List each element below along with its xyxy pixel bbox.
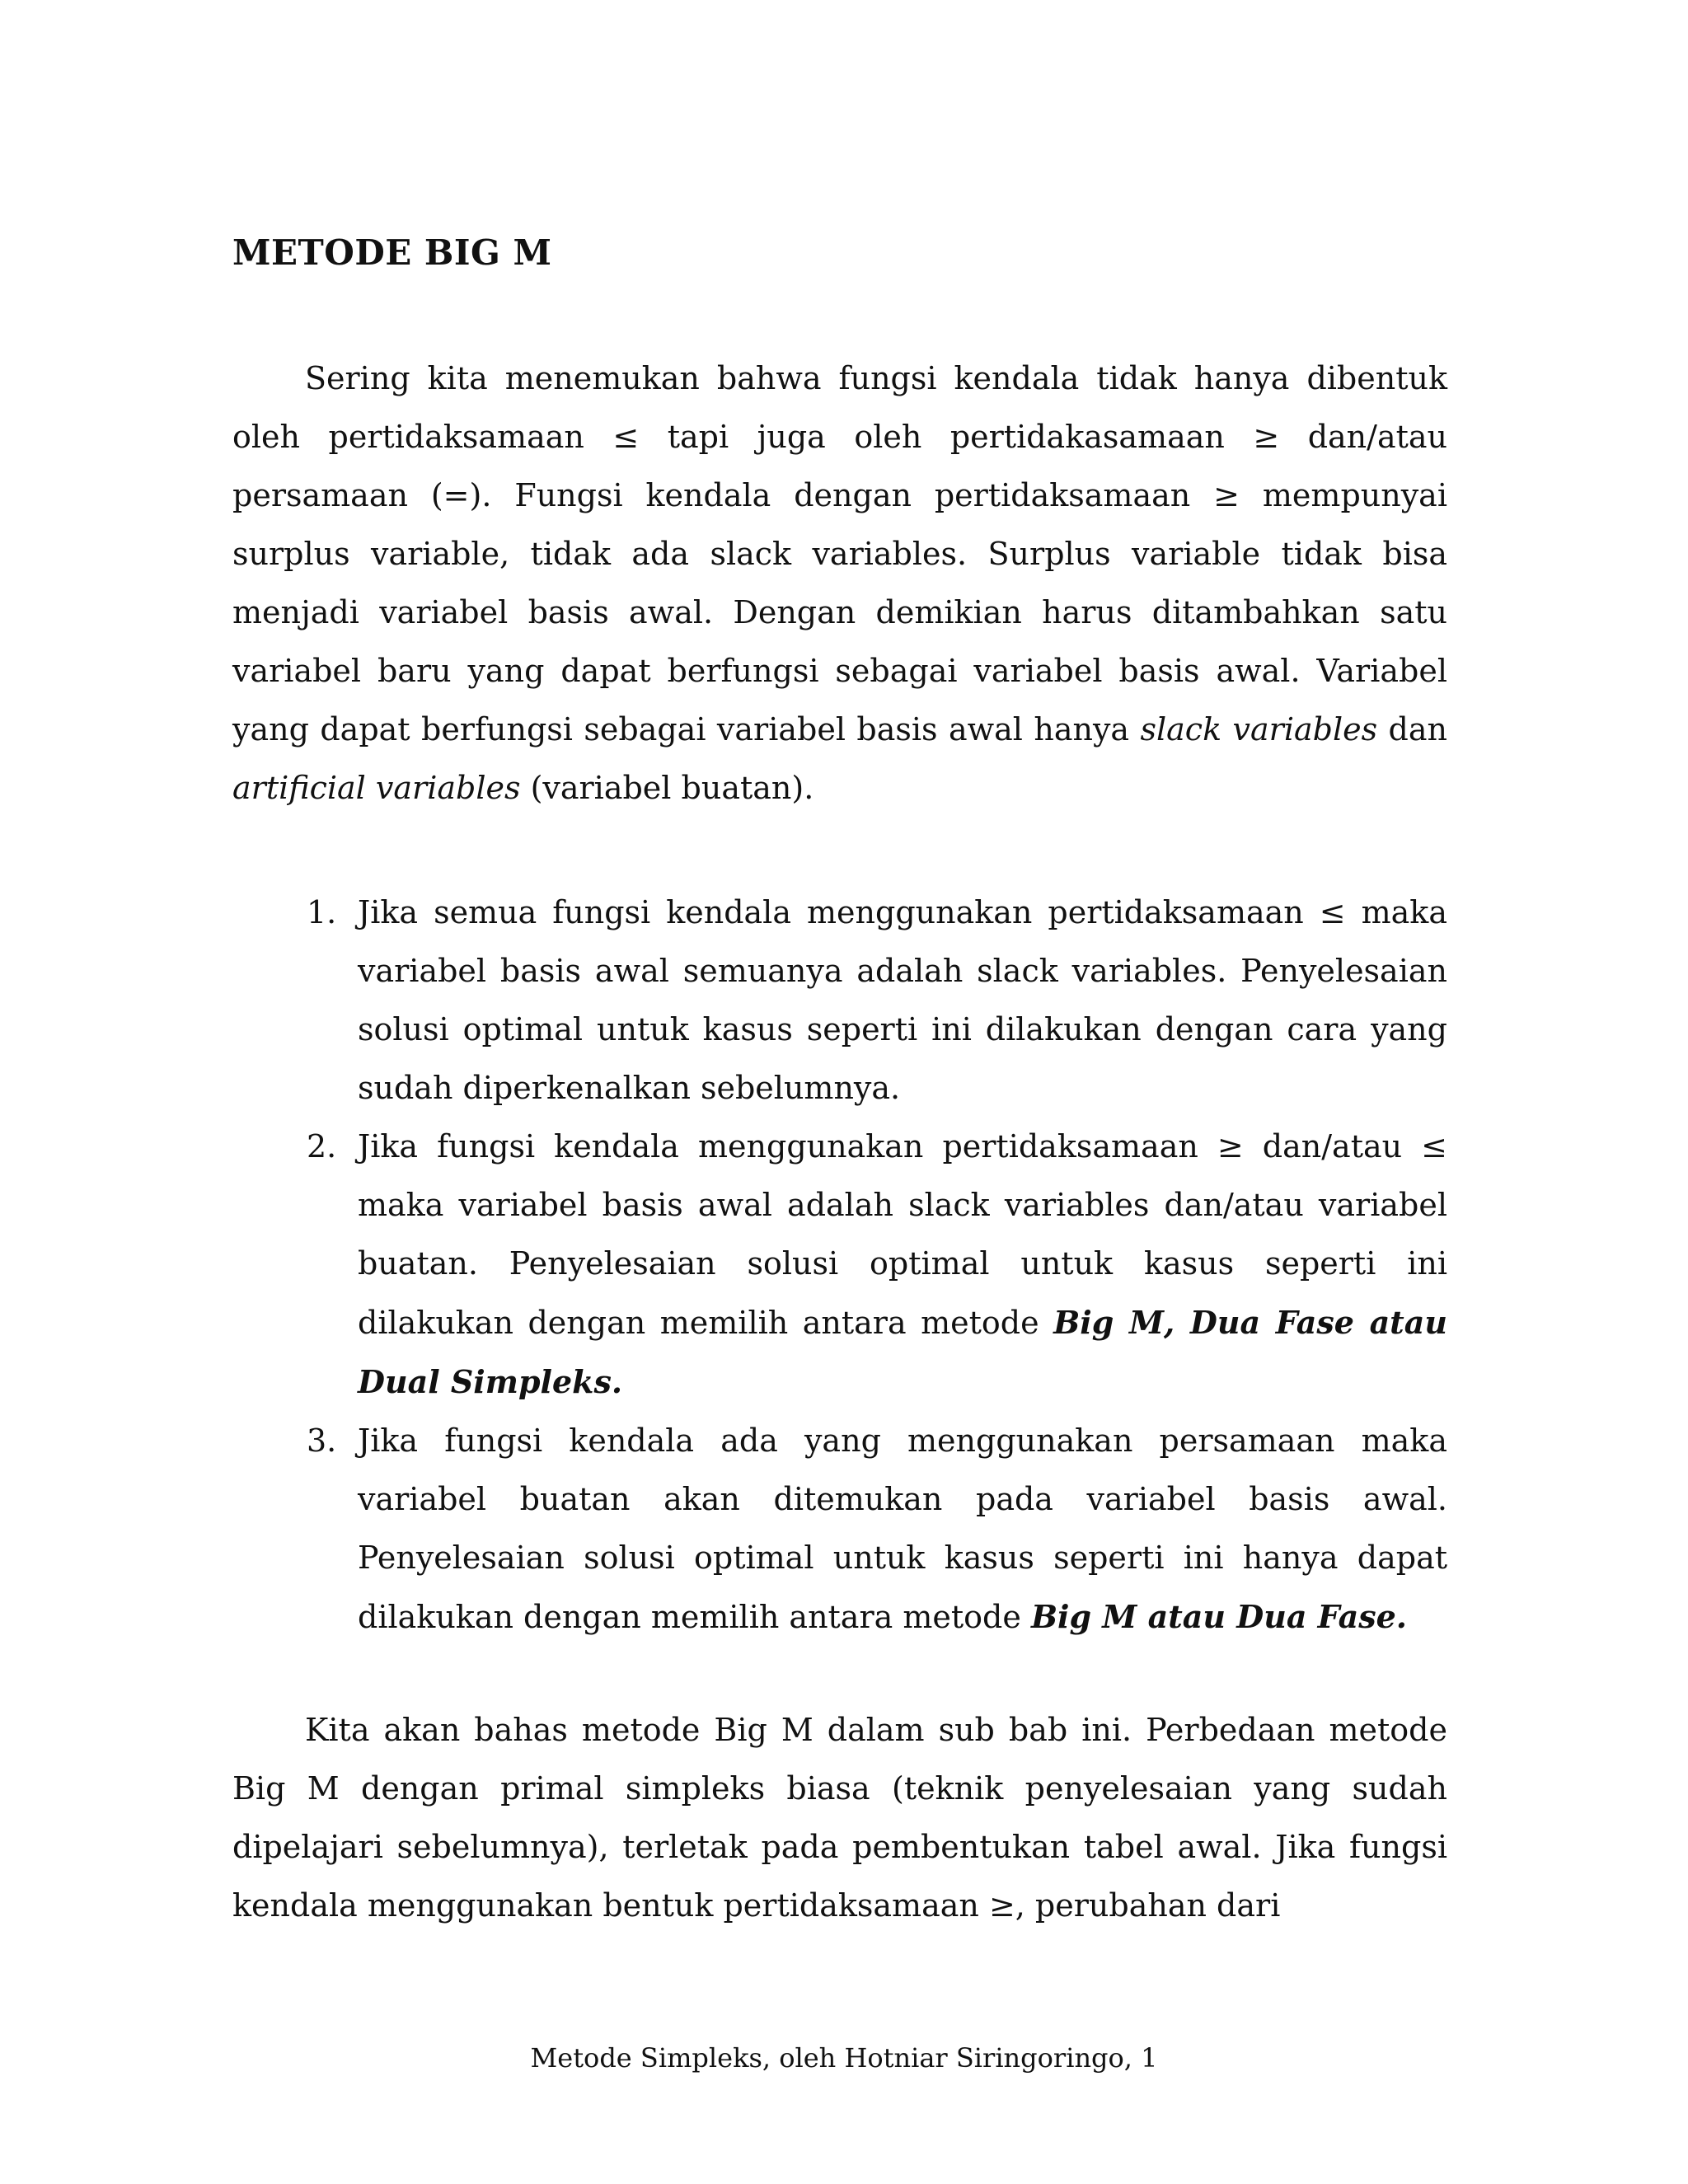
page-footer: Metode Simpleks, oleh Hotniar Siringoringo, 1 [530, 2042, 1158, 2074]
list-emphasis: Big M atau Dua Fase. [1030, 1598, 1407, 1635]
list-text: Jika semua fungsi kendala menggunakan pertidaksamaan ≤ maka variabel basis awal semuanya adalah slack variables. Penyelesaian solusi optimal untuk kasus seperti ini dilakukan dengan cara yang sudah diperkenalkan sebelumnya. [358, 894, 1447, 1106]
intro-italic-artificial: artificial variables [232, 770, 521, 806]
intro-paragraph [232, 349, 1447, 818]
closing-text: Kita akan bahas metode Big M dalam sub bab ini. Perbedaan metode Big M dengan primal simpleks biasa (teknik penyelesaian yang sudah dipelajari sebelumnya), terletak pada pembentukan tabel awal. Jika fungsi kendala menggunakan bentuk pertidaksamaan ≥, perubahan dari [232, 1712, 1447, 1924]
list-item [307, 1412, 1447, 1647]
page-title: METODE BIG M [232, 232, 552, 273]
list-text: Jika fungsi kendala menggunakan pertidaksamaan ≥ dan/atau ≤ maka variabel basis awal adalah slack variables dan/atau variabel buatan. Penyelesaian solusi optimal untuk kasus seperti ini dilakukan dengan memilih antara metode [358, 1128, 1447, 1341]
case-list [307, 883, 1447, 1647]
closing-paragraph [232, 1701, 1447, 1935]
list-item [307, 1118, 1447, 1412]
list-number: 1. [307, 894, 337, 930]
intro-text-2: dan [1377, 711, 1447, 748]
list-number: 3. [307, 1422, 337, 1459]
intro-text-3: (variabel buatan). [520, 770, 814, 806]
list-emphasis: Big M, Dua Fase atau Dual Simpleks. [358, 1304, 1447, 1400]
list-text: Jika fungsi kendala ada yang menggunakan persamaan maka variabel buatan akan ditemukan pada variabel basis awal. Penyelesaian solusi optimal untuk kasus seperti ini hanya dapat dilakukan dengan memilih antara metode [358, 1422, 1447, 1635]
intro-italic-slack: slack variables [1140, 711, 1378, 748]
intro-text-1: Sering kita menemukan bahwa fungsi kendala tidak hanya dibentuk oleh pertidaksamaan ≤ tapi juga oleh pertidakasamaan ≥ dan/atau persamaan (=). Fungsi kendala dengan pertidaksamaan ≥ mempunyai surplus variable, tidak ada slack variables. Surplus variable tidak bisa menjadi variabel basis awal. Dengan demikian harus ditambahkan satu variabel baru yang dapat berfungsi sebagai variabel basis awal. Variabel yang dapat berfungsi sebagai variabel basis awal hanya [232, 360, 1447, 748]
list-number: 2. [307, 1128, 337, 1165]
list-item [307, 883, 1447, 1118]
